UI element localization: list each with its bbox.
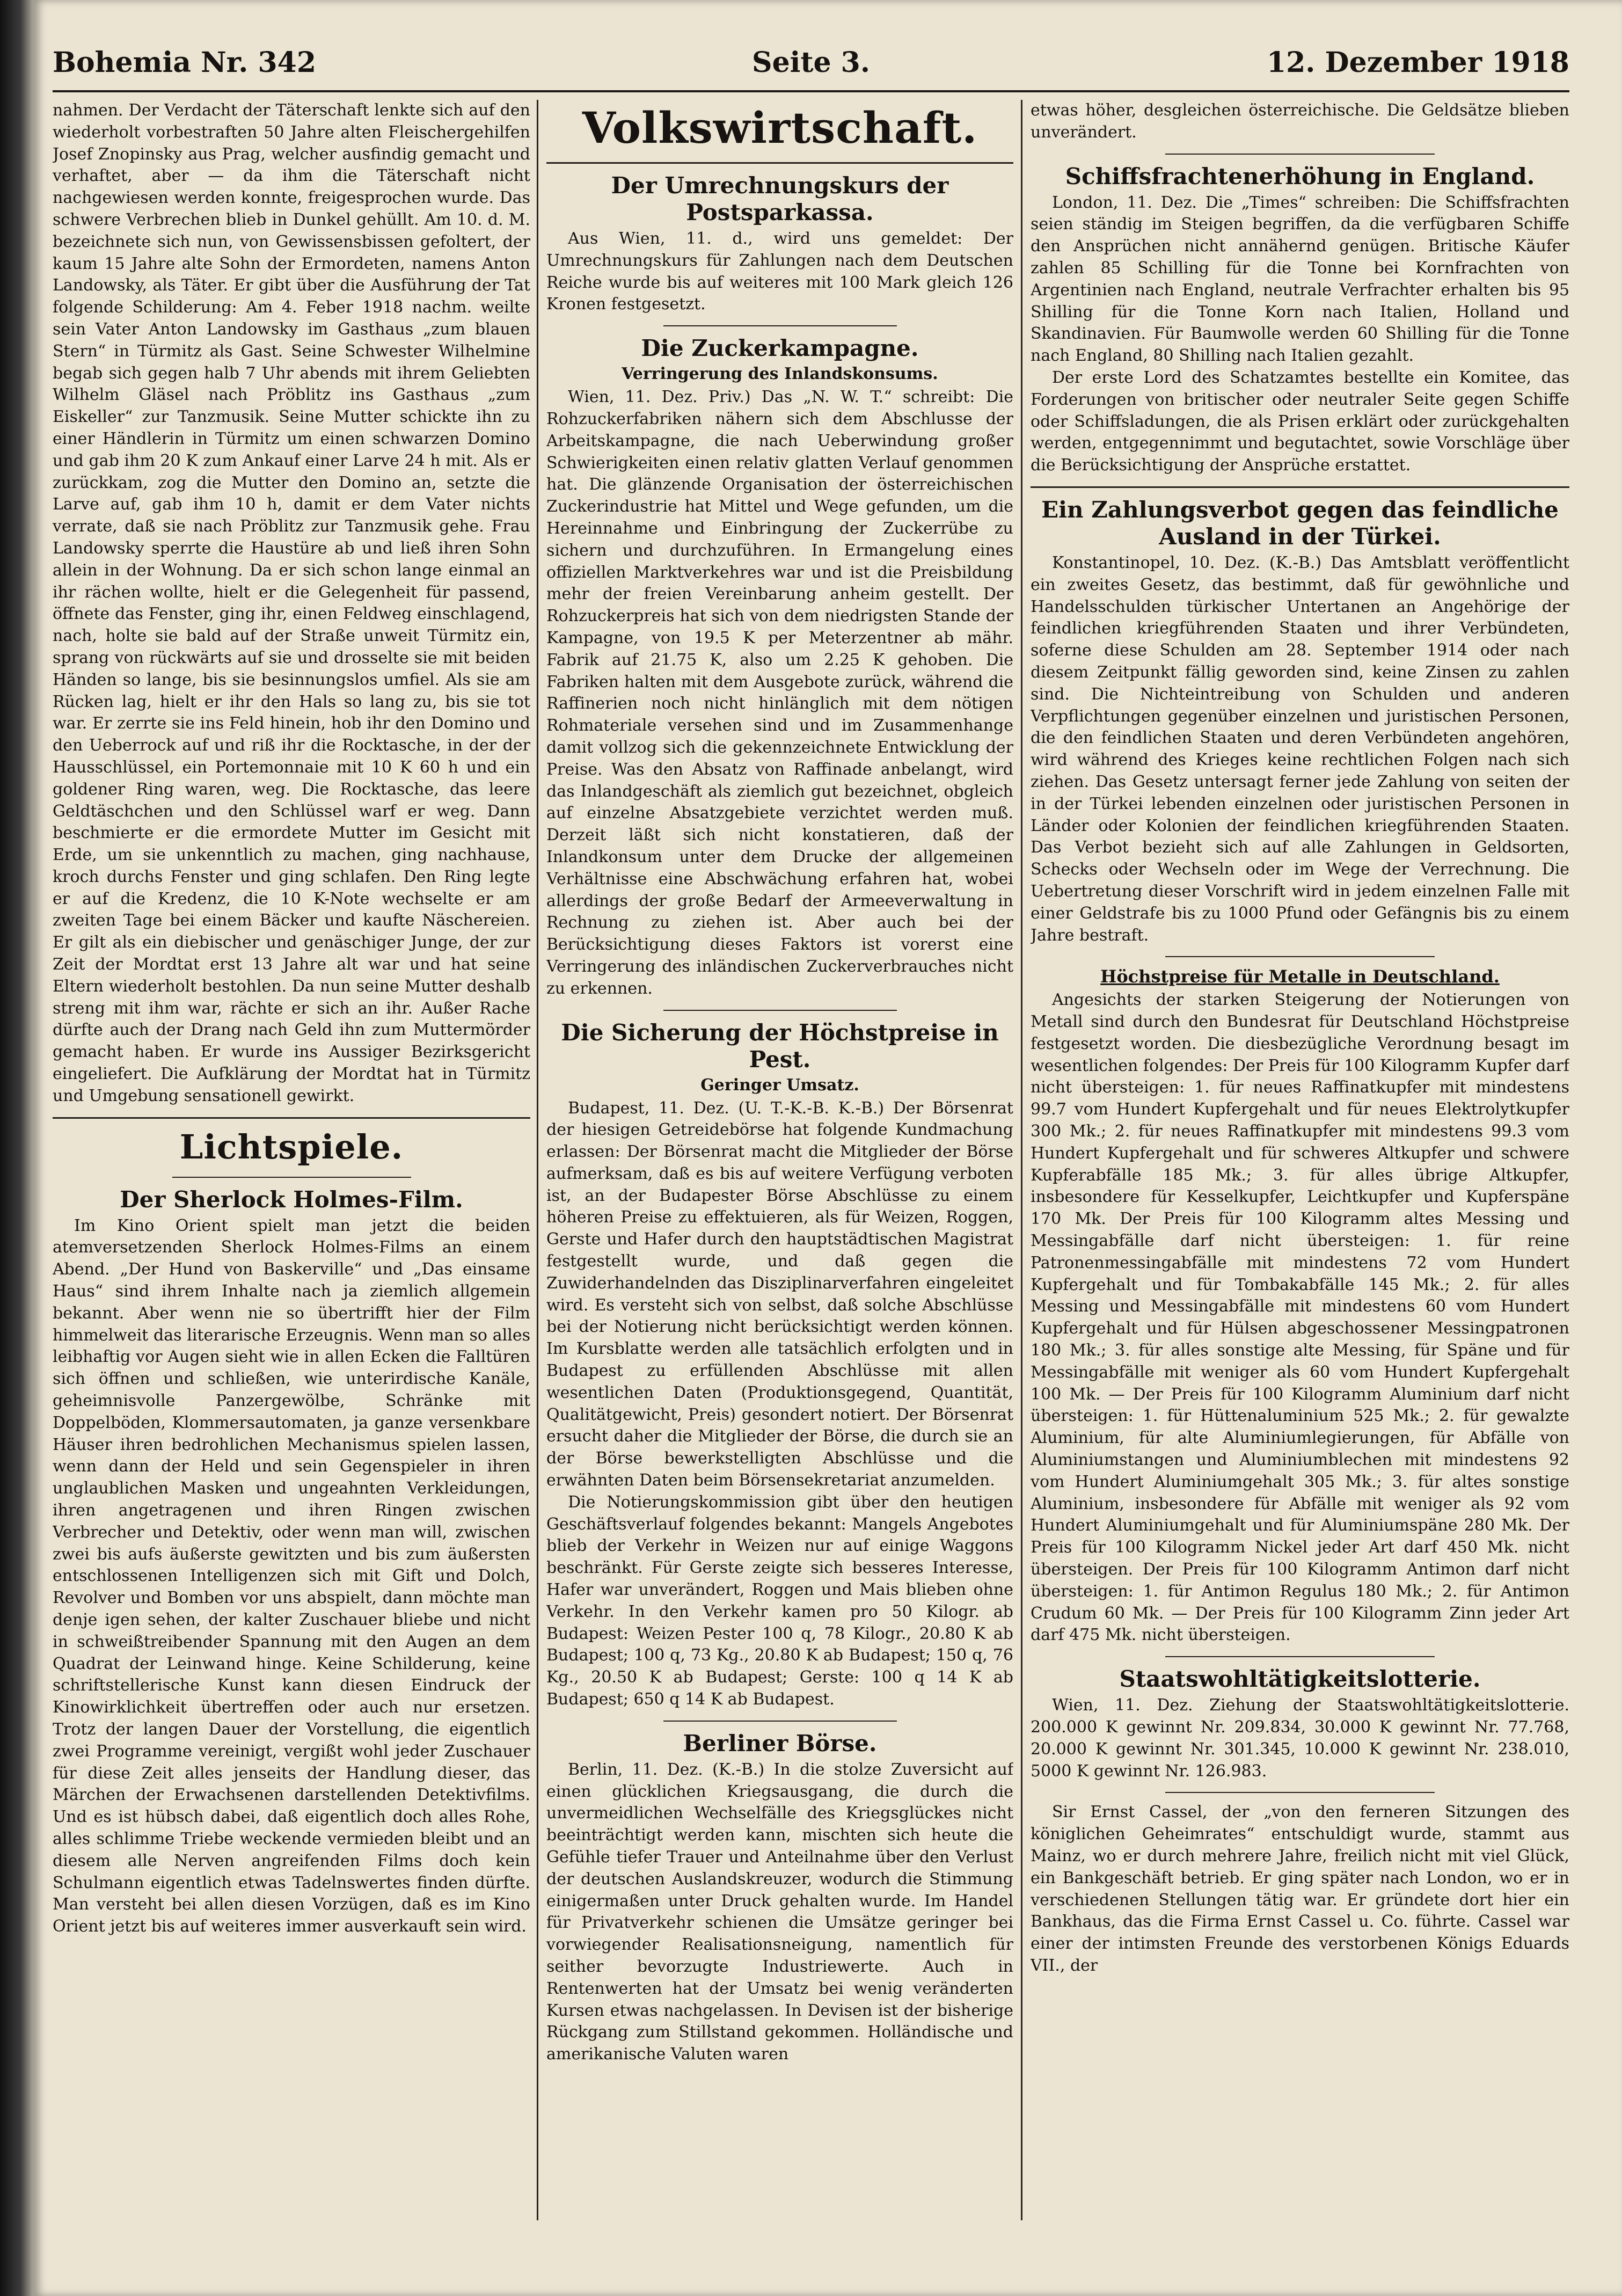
section-divider	[546, 162, 1013, 164]
article-text: Aus Wien, 11. d., wird uns gemeldet: Der Umrechnungskurs für Zahlungen nach dem Deutschen Reiche wurde bis auf weiteres mit 100 Mark gleich 126 Kronen festgesetzt.	[546, 229, 1013, 314]
article-divider	[1031, 486, 1569, 488]
section-divider	[53, 1117, 530, 1119]
article-divider	[1165, 1792, 1435, 1793]
article-title: Die Zuckerkampagne.	[641, 335, 919, 362]
article-divider	[1165, 154, 1435, 155]
article-title: Ein Zahlungsverbot gegen das feindliche Ausland in der Türkei.	[1041, 496, 1559, 550]
article-title: Der Umrechnungskurs der Postsparkassa.	[611, 172, 949, 225]
article-text: etwas höher, desgleichen österreichische. Die Geldsätze blieben unverändert.	[1031, 101, 1569, 142]
article-text: nahmen. Der Verdacht der Täterschaft lenkte sich auf den wiederholt vorbestraften 50 Jahre alten Fleischergehilfen Josef Znopinsky aus Prag, welcher ausfindig gemacht und verhaftet, aber — da ihm die Täterschaft nicht nachgewiesen werden konnte, freigesprochen wurde. Das schwere Verbrechen blieb in Dunkel gehüllt. Am 10. d. M. bezeichnete sich nun, von Gewissensbissen gefoltert, der kaum 15 Jahre alte Sohn der Ermordeten, namens Anton Landowsky, als Täter. Er gibt über die Ausführung der Tat folgende Schilderung: Am 4. Feber 1918 nachm. weilte sein Vater Anton Landowsky im Gasthaus „zum blauen Stern“ in Türmitz als Gast. Seine Schwester Wilhelmine begab sich gegen halb 7 Uhr abends mit ihrem Geliebten Wilhelm Gläsel nach Pröblitz ins Gasthaus „zum Eiskeller“ zur Tanzmusik. Seine Mutter schickte ihn zu einer Händlerin in Türmitz um einen schwarzen Domino und gab ihm 20 K zum Ankauf einer Larve 24 h mit. Als er zurückkam, zog die Mutter den Domino an, setzte die Larve auf, gab ihm 10 h, damit er dem Vater nichts verrate, daß sie nach Pröblitz zur Tanzmusik gehe. Frau Landowsky sperrte die Haustüre ab und ließ ihren Sohn allein in der Wohnung. Da er sich schon lange einmal an ihr rächen wollte, hielt er die Gelegenheit für passend, öffnete das Fenster, ging ihr, einen Feldweg einschlagend, nach, holte sie bald auf der Straße unweit Türmitz ein, sprang von rückwärts auf sie und drosselte sie mit beiden Händen so lange, bis sie besinnungslos umfiel. Als sie am Rücken lag, hielt er ihr den Hals so lang zu, bis sie tot war. Er zerrte sie ins Feld hinein, hob ihr den Domino und den Ueberrock auf und riß ihr die Rocktasche, in der der Hausschlüssel, ein Portemonnaie mit 10 K 60 h und ein goldener Ring waren, weg. Die Rocktasche, das leere Geldtäschchen und den Schlüssel warf er weg. Dann beschmierte er die ermordete Mutter im Gesicht mit Erde, um sie unkenntlich zu machen, ging nachhause, kroch durchs Fenster und ging schlafen. Den Ring legte er auf die Kredenz, die 10 K-Note wechselte er am zweiten Tage bei einem Bäcker und kaufte Näschereien. Er gilt als ein diebischer und genäschiger Junge, der zur Zeit der Mordtat erst 13 Jahre alt war und hat seine Eltern wiederholt bestohlen. Da nun seine Mutter deshalb streng mit ihm war, rächte er sich an ihr. Außer Rache dürfte auch der Drang nach Geld ihn zum Muttermörder gemacht haben. Er wurde ins Aussiger Bezirksgericht eingeliefert. Die Aufklärung der Mordtat hat in Türmitz und Umgebung sensationell gewirkt.	[53, 101, 530, 1105]
article-text: Wien, 11. Dez. Priv.) Das „N. W. T.“ schreibt: Die Rohzuckerfabriken nähern sich dem Abschlusse der Arbeitskampagne, die nach Ueberwindung großer Schwierigkeiten einen relativ glatten Verlauf genommen hat. Die glänzende Organisation der österreichischen Zuckerindustrie hat Mittel und Wege gefunden, um die Hereinnahme und Einbringung der Zuckerrübe zu sichern und durchzuführen. In Ermangelung eines offiziellen Marktverkehres war und ist die Preisbildung mehr der freien Vereinbarung anheim gestellt. Der Rohzuckerpreis hat sich von dem niedrigsten Stande der Kampagne, von 19.5 K per Meterzentner ab mähr. Fabrik auf 21.75 K, also um 2.25 K gehoben. Die Fabriken halten mit dem Ausgebote zurück, während die Raffinerien noch nicht hinlänglich mit dem nötigen Rohmateriale versehen sind und im Zusammenhange damit vollzog sich die gekennzeichnete Entwicklung der Preise. Was den Absatz von Raffinade anbelangt, wird das Inlandgeschäft als ziemlich gut bezeichnet, obgleich auf einzelne Absatzgebiete verzichtet werden muß. Derzeit läßt sich nicht konstatieren, daß der Inlandkonsum unter dem Drucke der allgemeinen Verhältnisse eine Abschwächung erfahren hat, wobei allerdings der große Bedarf der Armeeverwaltung in Rechnung zu ziehen ist. Aber auch bei der Berücksichtigung dieses Faktors ist vorerst eine Verringerung des inländischen Zuckerverbrauches nicht zu erkennen.	[546, 388, 1013, 998]
article-text: Berlin, 11. Dez. (K.-B.) In die stolze Zuversicht auf einen glücklichen Kriegsausgang, die durch die unvermeidlichen Wechselfälle des Kriegsglückes nicht beeinträchtigt werden kann, mischten sich heute die Gefühle tiefer Trauer und Anteilnahme über den Verlust der deutschen Auslandskreuzer, wodurch die Stimmung einigermaßen unter Druck gehalten wurde. Im Handel für Privatverkehr schienen die Umsätze geringer bei vorwiegender Realisationsneigung, namentlich für seither bevorzugte Industriewerte. Auch in Rentenwerten hat der Umsatz bei wenig veränderten Kursen etwas nachgelassen. In Devisen ist der bisherige Rückgang zum Stillstand gekommen. Holländische und amerikanische Valuten waren	[546, 1760, 1013, 2064]
column-3	[1031, 100, 1569, 2231]
article-text: Budapest, 11. Dez. (U. T.-K.-B. K.-B.) Der Börsenrat der hiesigen Getreidebörse hat folgende Kundmachung erlassen: Der Börsenrat macht die Mitglieder der Börse aufmerksam, daß es bis auf weitere Verfügung verboten ist, an der Budapester Börse Abschlüsse zu einem höheren Preise zu effektuieren, als für Weizen, Roggen, Gerste und Hafer durch den hauptstädtischen Magistrat festgestellt wurde, und daß gegen die Zuwiderhandelnden das Disziplinarverfahren eingeleitet wird. Es versteht sich von selbst, daß solche Abschlüsse bei der Notierung nicht berücksichtigt werden können. Im Kursblatte werden alle tatsächlich erfolgten und in Budapest zu erfüllenden Abschlüsse mit allen wesentlichen Daten (Produktionsgegend, Quantität, Qualitätgewicht, Preis) gesondert notiert. Der Börsenrat ersucht daher die Mitglieder der Börse, die durch sie an der Börse bewerkstelligten Abschlüsse und die erwähnten Daten beim Börsensekretariat anzumelden.	[546, 1098, 1013, 1490]
article-title: Die Sicherung der Höchstpreise in Pest.	[561, 1019, 999, 1073]
column-2	[546, 100, 1013, 2231]
article-title: Höchstpreise für Metalle in Deutschland.	[1100, 966, 1500, 987]
article-title: Der Sherlock Holmes-Film.	[120, 1186, 463, 1213]
article-divider	[1165, 1656, 1435, 1657]
column-rule	[1021, 100, 1022, 2220]
article-text: Wien, 11. Dez. Ziehung der Staatswohltätigkeitslotterie. 200.000 K gewinnt Nr. 209.834, 30.000 K gewinnt Nr. 77.768, 20.000 K gewinnt Nr. 301.345, 10.000 K gewinnt Nr. 238.010, 5000 K gewinnt Nr. 126.983.	[1031, 1696, 1569, 1781]
book-spine-shadow	[0, 0, 38, 2296]
article-text: Sir Ernst Cassel, der „von den ferneren Sitzungen des königlichen Geheimrates“ entschuldigt wurde, stammt aus Mainz, wo er durch mehrere Jahre, freilich nicht mit viel Glück, ein Bankgeschäft betrieb. Er ging später nach London, wo er in verschiedenen Stellungen tätig war. Er gründete dort hier ein Bankhaus, das die Firma Ernst Cassel u. Co. führte. Cassel war einer der intimsten Freunde des verstorbenen Königs Eduards VII., der	[1031, 1803, 1569, 1975]
page-header	[53, 33, 1569, 92]
article-title: Staatswohltätigkeitslotterie.	[1119, 1666, 1481, 1693]
page-number: Seite 3.	[752, 46, 870, 79]
article-title: Schiffsfrachtenerhöhung in England.	[1065, 163, 1535, 189]
column-rule	[537, 100, 538, 2220]
article-divider	[663, 1010, 897, 1011]
article-text: Die Notierungskommission gibt über den heutigen Geschäftsverlauf folgendes bekannt: Mangels Angebotes blieb der Verkehr in Weizen nur auf einige Waggons beschränkt. Für Gerste zeigte sich besseres Interesse, Hafer war unverändert, Roggen und Mais blieben ohne Verkehr. In den Verkehr kamen pro 50 Kilogr. ab Budapest: Weizen Pester 100 q, 78 Kilogr., 20.80 K ab Budapest; 100 q, 73 Kg., 20.80 K ab Budapest; 150 q, 76 Kg., 20.50 K ab Budapest; Gerste: 100 q 14 K ab Budapest; 650 q 14 K ab Budapest.	[546, 1492, 1013, 1709]
article-divider	[663, 325, 897, 326]
article-text: Im Kino Orient spielt man jetzt die beiden atemversetzenden Sherlock Holmes-Films an einem Abend. „Der Hund von Baskerville“ und „Das einsame Haus“ sind ihrem Inhalte nach ja ziemlich allgemein bekannt. Aber wenn nie so übertrifft hier der Film himmelweit das literarische Erzeugnis. Wenn man so alles leibhaftig vor Augen sieht wie in allen Ecken die Falltüren sich öffnen und schließen, wie unterirdische Kanäle, geheimnisvolle Panzergewölbe, Schränke mit Doppelböden, Klommersautomaten, ja ganze versenkbare Häuser ihren bedrohlichen Mechanismus spielen lassen, wenn dann der Held und sein Gegenspieler in ihren unglaublichen Masken und ungeahnten Verkleidungen, ihren angetragenen und ihren Ringen zwischen Verbrecher und Detektiv, oder wenn man will, zwischen zwei bis aufs äußerste gewitzten und bis zum äußersten entschlossenen Intelligenzen sich mit Gift und Dolch, Revolver und Bomben vor uns abspielt, dann möchte man denje igen sehen, der kalter Zuschauer bliebe und nicht in schweißtreibender Spannung mit den Augen an dem Quadrat der Leinwand hinge. Keine Schilderung, keine schriftstellerische Kunst kann diesen Eindruck der Kinowirklichkeit übertreffen oder auch nur ersetzen. Trotz der langen Dauer der Vorstellung, die eigentlich zwei Programme vereinigt, vergißt wohl jeder Zuschauer für diese Zeit alles jenseits der Handlung dieser, das Märchen der Erwachsenen darstellenden Detektivfilms. Und es ist hübsch dabei, daß eigentlich doch alles Rohe, alles schlimme Triebe weckende vermieden bleibt und an diesem alle Nerven angreifenden Films doch kein Schulmann eigentlich etwas Tadelnswertes finden dürfte. Man versteht bei allen diesen Vorzügen, daß es im Kino Orient jetzt bis auf weiteres immer ausverkauft sein wird.	[53, 1216, 530, 1936]
article-title: Berliner Börse.	[683, 1730, 877, 1756]
article-subtitle: Geringer Umsatz.	[700, 1075, 859, 1095]
article-text: Konstantinopel, 10. Dez. (K.-B.) Das Amtsblatt veröffentlicht ein zweites Gesetz, das bestimmt, daß für gewöhnliche und Handelsschulden türkischer Untertanen an Angehörige der feindlichen kriegführenden Staaten und ihrer Verbündeten, soferne diese Schulden am 28. September 1914 oder nach diesem Zeitpunkt fällig geworden sind, keine Zinsen zu zahlen sind. Die Nichteintreibung von Schulden und anderen Verpflichtungen gegenüber einzelnen und juristischen Personen, die den feindlichen Staaten und deren Verbündeten angehören, wird während des Krieges keine rechtlichen Folgen nach sich ziehen. Das Gesetz untersagt ferner jede Zahlung von seiten der in der Türkei lebenden einzelnen oder juristischen Personen in Länder oder Kolonien der feindlichen kriegführenden Staaten. Das Verbot bezieht sich auf alle Zahlungen in Geldsorten, Schecks oder Wechseln oder im Wege der Verrechnung. Die Uebertretung dieser Vorschrift wird in jedem einzelnen Falle mit einer Geldstrafe bis zu 1000 Pfund oder Gefängnis bis zu einem Jahre bestraft.	[1031, 553, 1569, 945]
issue-date: 12. Dezember 1918	[1266, 46, 1569, 79]
section-title: Volkswirtschaft.	[582, 103, 978, 153]
section-title: Lichtspiele.	[179, 1127, 404, 1167]
title-divider	[172, 1177, 411, 1178]
article-text: Angesichts der starken Steigerung der Notierungen von Metall sind durch den Bundesrat für Deutschland Höchstpreise festgesetzt worden. Die diesbezügliche Verordnung besagt im wesentlichen folgendes: Der Preis für 100 Kilogramm Kupfer darf nicht übersteigen: 1. für neues Raffinatkupfer mit mindestens 99.7 vom Hundert Kupfergehalt und für neues Elektrolytkupfer 300 Mk.; 2. für neues Raffinatkupfer mit mindestens 99.3 vom Hundert Kupfergehalt und für schweres Altkupfer und schwere Kupferabfälle 185 Mk.; 3. für alles übrige Altkupfer, insbesondere für Kesselkupfer, Leichtkupfer und Kupferspäne 170 Mk. Der Preis für 100 Kilogramm altes Messing und Messingabfälle darf nicht übersteigen: 1. für reine Patronenmessingabfälle mit mindestens 72 vom Hundert Kupfergehalt und für Tombakabfälle 145 Mk.; 2. für alles Messing und Messingabfälle mit mindestens 60 vom Hundert Kupfergehalt und für Hülsen abgeschossener Messingpatronen 180 Mk.; 3. für alles sonstige alte Messing, für Späne und für Messingabfälle mit weniger als 60 vom Hundert Kupfergehalt 100 Mk. — Der Preis für 100 Kilogramm Aluminium darf nicht übersteigen: 1. für Hüttenaluminium 525 Mk.; 2. für gewalzte Aluminium, für alte Aluminiumlegierungen, für Abfälle von Aluminiumstangen und Aluminiumblechen mit mindestens 92 vom Hundert Aluminiumgehalt 305 Mk.; 3. für altes sonstige Aluminium, insbesondere für Abfälle mit weniger als 92 vom Hundert Aluminiumgehalt und für Aluminiumspäne 280 Mk. Der Preis für 100 Kilogramm Nickel jeder Art darf 450 Mk. nicht übersteigen. Der Preis für 100 Kilogramm Antimon darf nicht übersteigen: 1. für Antimon Regulus 180 Mk.; 2. für Antimon Crudum 60 Mk. — Der Preis für 100 Kilogramm Zinn jeder Art darf 475 Mk. nicht übersteigen.	[1031, 990, 1569, 1645]
article-subtitle: Verringerung des Inlandskonsums.	[622, 365, 938, 384]
article-divider	[1165, 956, 1435, 957]
issue-number: Bohemia Nr. 342	[53, 46, 317, 79]
article-text: Der erste Lord des Schatzamtes bestellte ein Komitee, das Forderungen von britischer oder neutraler Seite gegen Schiffe oder Schiffsladungen, die als Prisen erklärt oder zurückgehalten werden, entgegennimmt und begutachtet, sowie Vorschläge über die Berücksichtigung der Ansprüche erstattet.	[1031, 368, 1569, 475]
column-1	[53, 100, 530, 2231]
article-text: London, 11. Dez. Die „Times“ schreiben: Die Schiffsfrachten seien ständig im Steigen begriffen, da die verfügbaren Schiffe den Ansprüchen nicht annähernd genügen. Britische Käufer zahlen 85 Schilling für die Tonne bei Kornfrachten von Argentinien nach England, neutrale Verfrachter erhalten bis 95 Shilling für die Tonne Korn nach Italien, Holland und Skandinavien. Für Baumwolle werden 60 Shilling für die Tonne nach England, 80 Shilling nach Italien gezahlt.	[1031, 193, 1569, 366]
article-divider	[663, 1721, 897, 1722]
